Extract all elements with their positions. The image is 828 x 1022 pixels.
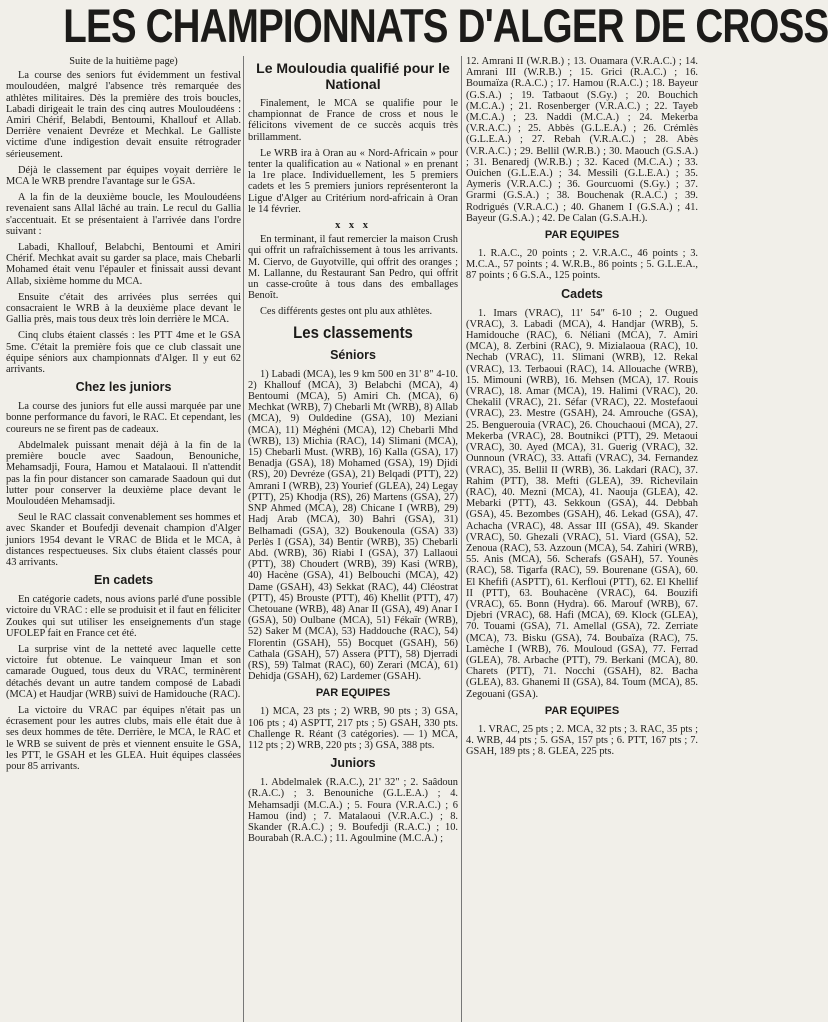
- column-1: [6, 56, 241, 1022]
- article-paragraph: Finalement, le MCA se qualifie pour le championnat de France de cross et nous le félicitons vivement de ce succès acquis très brillamment.: [248, 98, 458, 143]
- article-paragraph: A la fin de la deuxième boucle, les Mouloudéens revenaient sans Allal lâché au train. Le recul du Gallia s'accentuait. Et se présentaient à l'arrivée dans l'ordre suivant :: [6, 192, 241, 237]
- separator: x x x: [335, 220, 371, 232]
- article-paragraph: Déjà le classement par équipes voyait derrière le MCA le WRB prendre l'avantage sur le GSA.: [6, 164, 241, 188]
- heading-par-equipes: PAR EQUIPES: [544, 704, 620, 717]
- article-paragraph: Abdelmalek puissant menait déjà à la fin de la première boucle avec Saadoun, Benouniche, Mehamsadji, Foura, Hamou et Matalaoui. Il n'attendit pas la fin pour distancer son camarade Saadoun qui dut lutter pour conserver la deuxième place devant le Mouloudéen Mehamsadji.: [6, 439, 241, 507]
- article-paragraph: Ensuite c'était des arrivées plus serrées qui consacraient le WRB à la deuxième place devant le Gallia près, mais tous deux très loin derrière le MCA.: [6, 291, 241, 326]
- column-3: [466, 56, 698, 1022]
- article-paragraph: Le WRB ira à Oran au « Nord-Africain » pour tenter la qualification au « National » en prenant la 1re place. Individuellement, les 5 premiers cadets et les 5 premiers juniors représenteront la Ligue d'Alger au Critérium nord-africain à Oran le 14 février.: [248, 147, 458, 215]
- heading-cadets: En cadets: [93, 573, 154, 588]
- results-team-juniors: 1. R.A.C., 20 points ; 2. V.R.A.C., 46 points ; 3. M.C.A., 57 points ; 4. W.R.B., 86 points ; 5. G.L.E.A., 87 points ; 6 G.S.A., 125 points.: [466, 248, 698, 282]
- results-cadets: 1. Imars (VRAC), 11' 54" 6-10 ; 2. Ougued (VRAC), 3. Labadi (MCA), 4. Handjar (WRB), 5. Hamidouche (RAC), 6. Néliani (MCA), 7. Amiri (MCA), 8. Zerbini (RAC), 9. Mizialaoua (RAC), 10. Nechab (VRAC), 11. Slimani (WRB), 12. Rekal (VRAC), 13. Terbaoui (RAC), 14. Allouache (WRB), 15. Mimouni (WRB), 16. Mehsen (MCA), 17. Rouis (VRAC), 18. Amar (MCA), 19. Halimi (VRAC), 20. Chekalil (VRAC), 21. Séfar (VRAC), 22. Mostefaoui (VRAC), 23. Mestre (GSAH), 24. Amrouche (GSA), 25. Benguerouia (VRAC), 26. Chouchaoui (MCA), 27. Mekerba (VRAC), 28. Boutnikci (PTT), 29. Metaoui (VRAC), 30. Ayed (MCA), 31. Guerig (VRAC), 32. Ounnoun (VRAC), 33. Attafi (VRAC), 34. Fernandez (VRAC), 35. Bellil II (WRB), 36. Lakdari (RAC), 37. Rahim (PTT), 38. Mefti (GLEA), 39. Richevilain (RAC), 40. Mezni (MCA), 41. Naouja (GLEA), 42. Mebarki (PTT), 43. Sekkoun (GSA), 44. Debbah (GSA), 45. Bezombes (GSAH), 46. Lekad (GSA), 47. Achacha (VRAC), 48. Assar III (GSA), 49. Skander (VRAC), 50. Ghezali (VRAC), 51. Viard (GSA), 52. Zenoua (RAC), 53. Azzoun (MCA), 54. Zahiri (WRB), 55. Anis (MCA), 56. Scherafs (GSAH), 57. Younès (RAC), 58. Tigarfa (RAC), 59. Bourenane (GSA), 60. El Khefifi (ASPTT), 61. Kerfloui (PTT), 62. El Khellif II (PTT), 63. Bouhacène (VRAC), 64. Bouzifi (VRAC), 65. Bonn (Hydra). 66. Marouf (WRB), 67. Djebri (VRAC), 68. Hafi (MCA), 69. Klock (GLEA), 70. Touami (GSA), 71. Amellal (GSA), 72. Zerriate (MCA), 73. Bisku (GSA), 74. Boubaïza (RAC), 75. Lamèche I (WRB), 76. Mouloud (GSA), 77. Ferrad (GLEA), 78. Arbache (PTT), 79. Berkani (MCA), 80. Charets (PTT), 71. Nocchi (GSAH), 82. Bacha (GLEA), 83. Ghanemi II (GSA), 84. Toum (MCA), 85. Zegouani (GSA).: [466, 307, 698, 700]
- column-2: [248, 56, 458, 1022]
- column-rule-1: [243, 56, 244, 1022]
- article-paragraph: Labadi, Khallouf, Belabchi, Bentoumi et Amiri Chérif. Mechkat avait su garder sa place, mais Chebarli Mohamed était venu l'épauler et finissait aussi devant Allab, sixième homme du MCA.: [6, 242, 241, 287]
- article-paragraph: En catégorie cadets, nous avions parlé d'une possible victoire du VRAC : elle se produisit et il faut en féliciter Zoukes qui sut utiliser les enseignements d'un stage UFOLEP fait en France cet été.: [6, 594, 241, 639]
- heading-seniors: Séniors: [330, 347, 376, 362]
- column-rule-2: [461, 56, 462, 1022]
- article-paragraph: En terminant, il faut remercier la maison Crush qui offrit un rafraîchissement à tous les arrivants. M. Ciervo, de Guyotville, qui offrit des oranges ; M. Lallanne, du Restaurant San Pedro, qui offrit un casse-croûte à tous dans des emballages Benoît.: [248, 234, 458, 302]
- results-juniors-continued: 12. Amrani II (W.R.B.) ; 13. Ouamara (V.R.A.C.) ; 14. Amrani III (W.R.B.) ; 15. Grici (R.A.C.) ; 16. Boumaïza (R.A.C.) ; 17. Hamou (R.A.C.) ; 18. Bayeur (G.S.A.) ; 19. Tatbaout (S.Gy.) ; 20. Bouchich (M.C.A.) ; 21. Rosenberger (V.R.A.C.) ; 22. Tayeb (M.C.A.) ; 23. Naddi (M.C.A.) ; 24. Mekerba (V.R.A.C.) ; 25. Abbès (G.L.E.A.) ; 26. Crémlès (G.L.E.A.) ; 27. Rebah (V.R.A.C.) ; 28. Abès (V.R.A.C.) ; 29. Bellil (W.R.B.) ; 30. Maouch (G.S.A.) ; 31. Benaredj (W.R.B.) ; 32. Kaced (M.C.A.) ; 33. Ouichen (G.L.E.A.) ; 34. Messili (G.L.E.A.) ; 35. Aymeris (V.R.A.C.) ; 36. Gourcuomi (S.Gy.) ; 37. Grarmi (G.S.A.) ; 38. Bouchenak (R.A.C.) ; 39. Rodrigués (V.R.A.C.) ; 40. Ghanem I (G.S.A.) ; 41. Bayeur (G.S.A.) ; 42. De Calan (G.S.A.H.).: [466, 56, 698, 224]
- heading-juniors-results: Juniors: [330, 756, 376, 771]
- article-paragraph: La course des juniors fut elle aussi marquée par une bonne performance du favori, le RAC. Et cependant, les coureurs ne se firent pas de cadeaux.: [6, 401, 241, 435]
- headline: LES CHAMPIONNATS D'ALGER DE CROSS: [63, 0, 828, 52]
- article-paragraph: La course des seniors fut évidemment un festival mouloudéen, malgré l'absence très remarquée des athlètes militaires. Dès la première des trois boucles, Labadi dirigeait le train des cinq autres Mouloudéens : Amiri Chérif, Belabdi, Bentoumi, Khallouf et Allab. Derrière venaient Devréze et Mechkal. Le Galliste victime d'une indigestion devait ensuite rétrograder sérieusement.: [6, 70, 241, 160]
- results-team-cadets: 1. VRAC, 25 pts ; 2. MCA, 32 pts ; 3. RAC, 35 pts ; 4. WRB, 44 pts ; 5. GSA, 157 pts ; 6. PTT, 167 pts ; 7. GSAH, 189 pts ; 8. GLEA, 225 pts.: [466, 723, 698, 758]
- heading-classements: Les classements: [293, 322, 413, 342]
- article-paragraph: Ces différents gestes ont plu aux athlètes.: [260, 306, 433, 318]
- article-paragraph: Seul le RAC classait convenablement ses hommes et avec Skander et Boufedji devenait champion d'Alger juniors 1954 devant le VRAC de Blida et le MCA, à distances respectueuses. Six clubs étaient classés pour 43 arrivants.: [6, 512, 241, 568]
- heading-cadets-results: Cadets: [561, 286, 603, 301]
- results-seniors: 1) Labadi (MCA), les 9 km 500 en 31' 8" 4-10. 2) Khallouf (MCA), 3) Belabchi (MCA), 4) Bentoumi (MCA), 5) Amiri Ch. (MCA), 6) Mechkat (WRB), 7) Chebarli Mt (WRB), 8) Allab (MCA), 9) Ouldedine (GSA), 10) Meziani (MCA), 11) Méghéni (MCA), 12) Chebarli Mhd (WRB), 13) Michia (RAC), 14) Slimani (MCA), 15) Chebarli Must. (WRB), 16) Kalla (GSA), 17) Benadja (GSA), 18) Mohamed (GSA), 19) Djidi (RS), 20) Devréze (GSA), 21) Belqadi (PTT), 22) Amrani I (WRB), 23) Yourief (GLEA), 24) Legay (PTT), 25) Khodja (RS), 26) Martens (GSA), 27) SNP Ahmed (MCA), 28) Chicane I (WRB), 29) Hadj Arab (MCA), 30) Bahri (GSA), 31) Belhamadi (GSA), 32) Boukenoula (GSA) 33) Perlès I (GSA), 34) Bentir (WRB), 35) Chebarli Abd. (WRB), 36) Riabi I (GSA), 37) Lallaoui (PTT), 38) Choudert (WRB), 39) Kasi (WRB), 40) Hacène (GSA), 41) Belbouchi (MCA), 42) Dame (GSAH), 43) Sekkat (RAC), 44) Cléostrat (PTT), 45) Brouste (PTT), 46) Khellit (PTT), 47) Chetouane (WRB), 48) Anar II (GSA), 49) Anar I (GSA), 50) Oulbane (MCA), 51) Fékaïr (WRB), 52) Saker M (MCA), 53) Haddouche (RAC), 54) Florentin (GSAH), 55) Bocquet (GSAH), 56) Cathala (GSAH), 57) Assera (PTT), 58) Djerradi (RS), 59) Talmat (RAC), 60) Zerari (MCA), 61) Dehidja (GSAH), 62) Lardemer (GSAH).: [248, 368, 458, 683]
- heading-juniors: Chez les juniors: [75, 380, 172, 395]
- article-paragraph: Cinq clubs étaient classés : les PTT 4me et le GSA 5me. C'était la première fois que ce club classait une équipe séniors aux championnats d'Alger. Il y eut 62 arrivants.: [6, 330, 241, 376]
- heading-par-equipes: PAR EQUIPES: [544, 229, 620, 242]
- results-juniors: 1. Abdelmalek (R.A.C.), 21' 32" ; 2. Saâdoun (R.A.C.) ; 3. Benouniche (G.L.E.A.) ; 4. Mehamsadji (M.C.A.) ; 5. Foura (V.R.A.C.) ; 6 Hamou (ind) ; 7. Matalaoui (V.R.A.C.) ; 8. Skander (R.A.C.) ; 9. Boufedji (R.A.C.) ; 10. Bourabah (R.A.C.) ; 11. Agoulmine (M.C.A.) ;: [248, 777, 458, 845]
- continuation-note: Suite de la huitième page): [69, 56, 178, 67]
- article-paragraph: La victoire du VRAC par équipes n'était pas un écrasement pour les autres clubs, mais elle était due à ses deux hommes de tête. Derrière, le MCA, le RAC et le WRB se suivent de près et viennent ensuite le GSA, les PTT, le GSAH et les GLEA. Huit équipes classées pour 85 arrivants.: [6, 704, 241, 772]
- results-team-seniors: 1) MCA, 23 pts ; 2) WRB, 90 pts ; 3) GSA, 106 pts ; 4) ASPTT, 217 pts ; 5) GSAH, 330 pts. Challenge R. Réant (3 catégories). — 1) MCA, 112 pts ; 2) WRB, 220 pts ; 3) GSA, 388 pts.: [248, 706, 458, 751]
- heading-mouloudia-qualifie: Le Mouloudia qualifié pour le National: [256, 60, 450, 92]
- article-paragraph: La surprise vint de la netteté avec laquelle cette victoire fut obtenue. Le vainqueur Iman et son camarade Ougued, tous deux du VRAC, terminèrent détachés devant un autre tandem composé de Labadi (MCA) et Haudjar (WRB) suivi de Hamidouche (RAC).: [6, 643, 241, 700]
- heading-par-equipes: PAR EQUIPES: [315, 687, 391, 700]
